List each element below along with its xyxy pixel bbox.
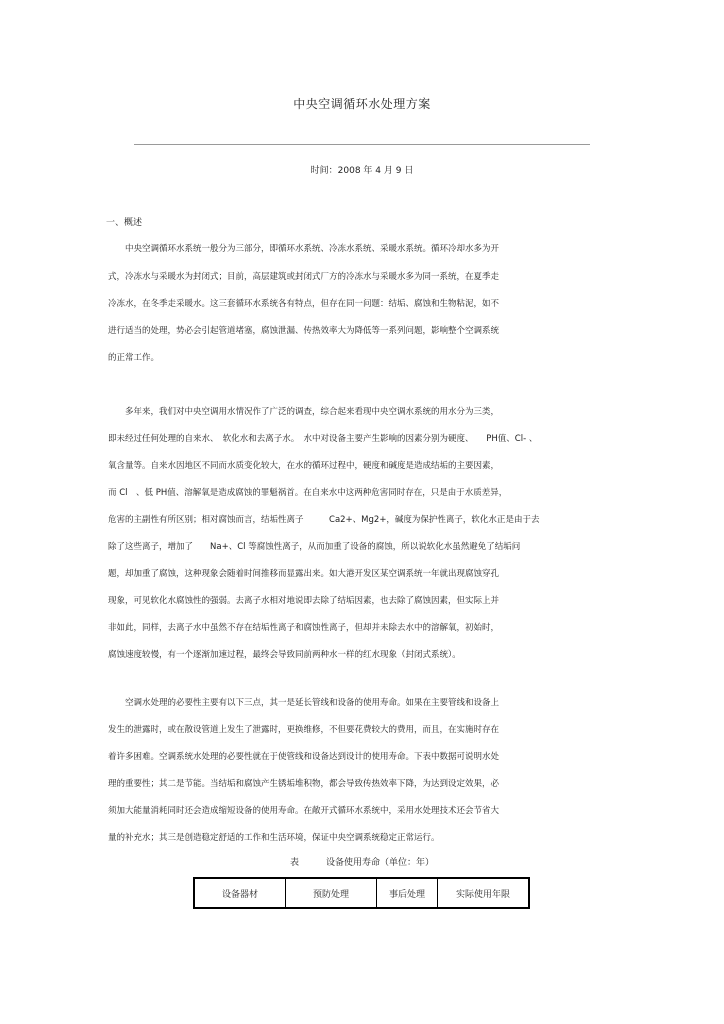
table-header-row: [194, 878, 529, 908]
table-header-cell: 事后处理: [377, 878, 438, 908]
paragraph-line: 量的补充水；其三是创造稳定舒适的工作和生活环境，保证中央空调系统稳定正常运行。: [108, 833, 440, 843]
paragraph-line: 进行适当的处理，势必会引起管道堵塞，腐蚀泄漏、传热效率大为降低等一系列问题，影响整个空调系统: [108, 326, 500, 336]
paragraph-line: 多年来，我们对中央空调用水情况作了广泛的调查，综合起来看现中央空调水系统的用水分为三类，: [108, 407, 500, 417]
paragraph-line: 中央空调循环水系统一般分为三部分，即循环水系统、冷冻水系统、采暖水系统。循环冷却水多为开: [108, 244, 500, 254]
document-title: 中央空调循环水处理方案: [293, 97, 431, 111]
paragraph-line: 危害的主副性有所区别；相对腐蚀而言，结垢性离子 Ca2+、Mg2+，碱度为保护性离子，软化水正是由于去: [108, 515, 540, 525]
title-divider: [134, 144, 590, 145]
paragraph-line: 冷冻水，在冬季走采暖水。这三套循环水系统各有特点，但存在同一问题：结垢、腐蚀和生物粘泥，如不: [108, 299, 500, 309]
table-header-cell: 设备器材: [194, 878, 286, 908]
paragraph-line: 须加大能量消耗同时还会造成缩短设备的使用寿命。在敞开式循环水系统中，采用水处理技术还会节省大: [108, 806, 500, 816]
paragraph-line: 腐蚀速度较慢，有一个逐渐加速过程，最终会导致同前两种水一样的红水现象（封闭式系统）。: [108, 650, 461, 660]
paragraph-line: 题，却加重了腐蚀，这种现象会随着时间推移而显露出来。如大港开发区某空调系统一年就出现腐蚀穿孔: [108, 569, 500, 579]
paragraph-line: 而 Cl 、低 PH值、溶解氧是造成腐蚀的罪魁祸首。在自来水中这两种危害同时存在，只是由于水质差异，: [108, 488, 508, 498]
paragraph-line: 的正常工作。: [108, 353, 160, 363]
section-heading: 一、概述: [106, 218, 143, 228]
paragraph-line: 发生的泄露时，或在散设管道上发生了泄露时，更换维修，不但要花费较大的费用，而且，在实施时存在: [108, 725, 500, 735]
table-header-cell: 预防处理: [286, 878, 377, 908]
paragraph-line: 式，冷冻水与采暖水为封闭式；目前，高层建筑或封闭式厂方的冷冻水与采暖水多为同一系统，在夏季走: [108, 272, 500, 282]
equipment-lifespan-table: [193, 877, 530, 909]
table-header-cell: 实际使用年限: [438, 878, 530, 908]
paragraph-line: 即未经过任何处理的自来水、 软化水和去离子水。 水中对设备主要产生影响的因素分别为硬度、 PH值、Cl- 、: [108, 434, 538, 444]
paragraph-line: 除了这些离子，增加了 Na+、Cl 等腐蚀性离子，从而加重了设备的腐蚀，所以说软化水虽然避免了结垢问: [108, 542, 521, 552]
paragraph-line: 空调水处理的必要性主要有以下三点，其一是延长管线和设备的使用寿命。如果在主要管线和设备上: [108, 698, 500, 708]
table-caption: 表 设备使用寿命（单位：年）: [289, 858, 434, 868]
paragraph-line: 理的重要性；其二是节能。当结垢和腐蚀产生锈垢堆积物，都会导致传热效率下降，为达到设定效果，必: [108, 779, 500, 789]
paragraph-line: 非如此，同样，去离子水中虽然不存在结垢性离子和腐蚀性离子，但却并未除去水中的溶解氧，初始时，: [108, 623, 500, 633]
paragraph-line: 氧含量等。自来水因地区不同而水质变化较大，在水的循环过程中，硬度和碱度是造成结垢的主要因素，: [108, 461, 500, 471]
document-date: 时间：2008 年 4 月 9 日: [310, 166, 414, 176]
paragraph-line: 现象，可见软化水腐蚀性的强弱。去离子水相对地说即去除了结垢因素，也去除了腐蚀因素，但实际上并: [108, 596, 500, 606]
paragraph-line: 着许多困难。空调系统水处理的必要性就在于使管线和设备达到设计的使用寿命。下表中数据可说明水处: [108, 752, 500, 762]
